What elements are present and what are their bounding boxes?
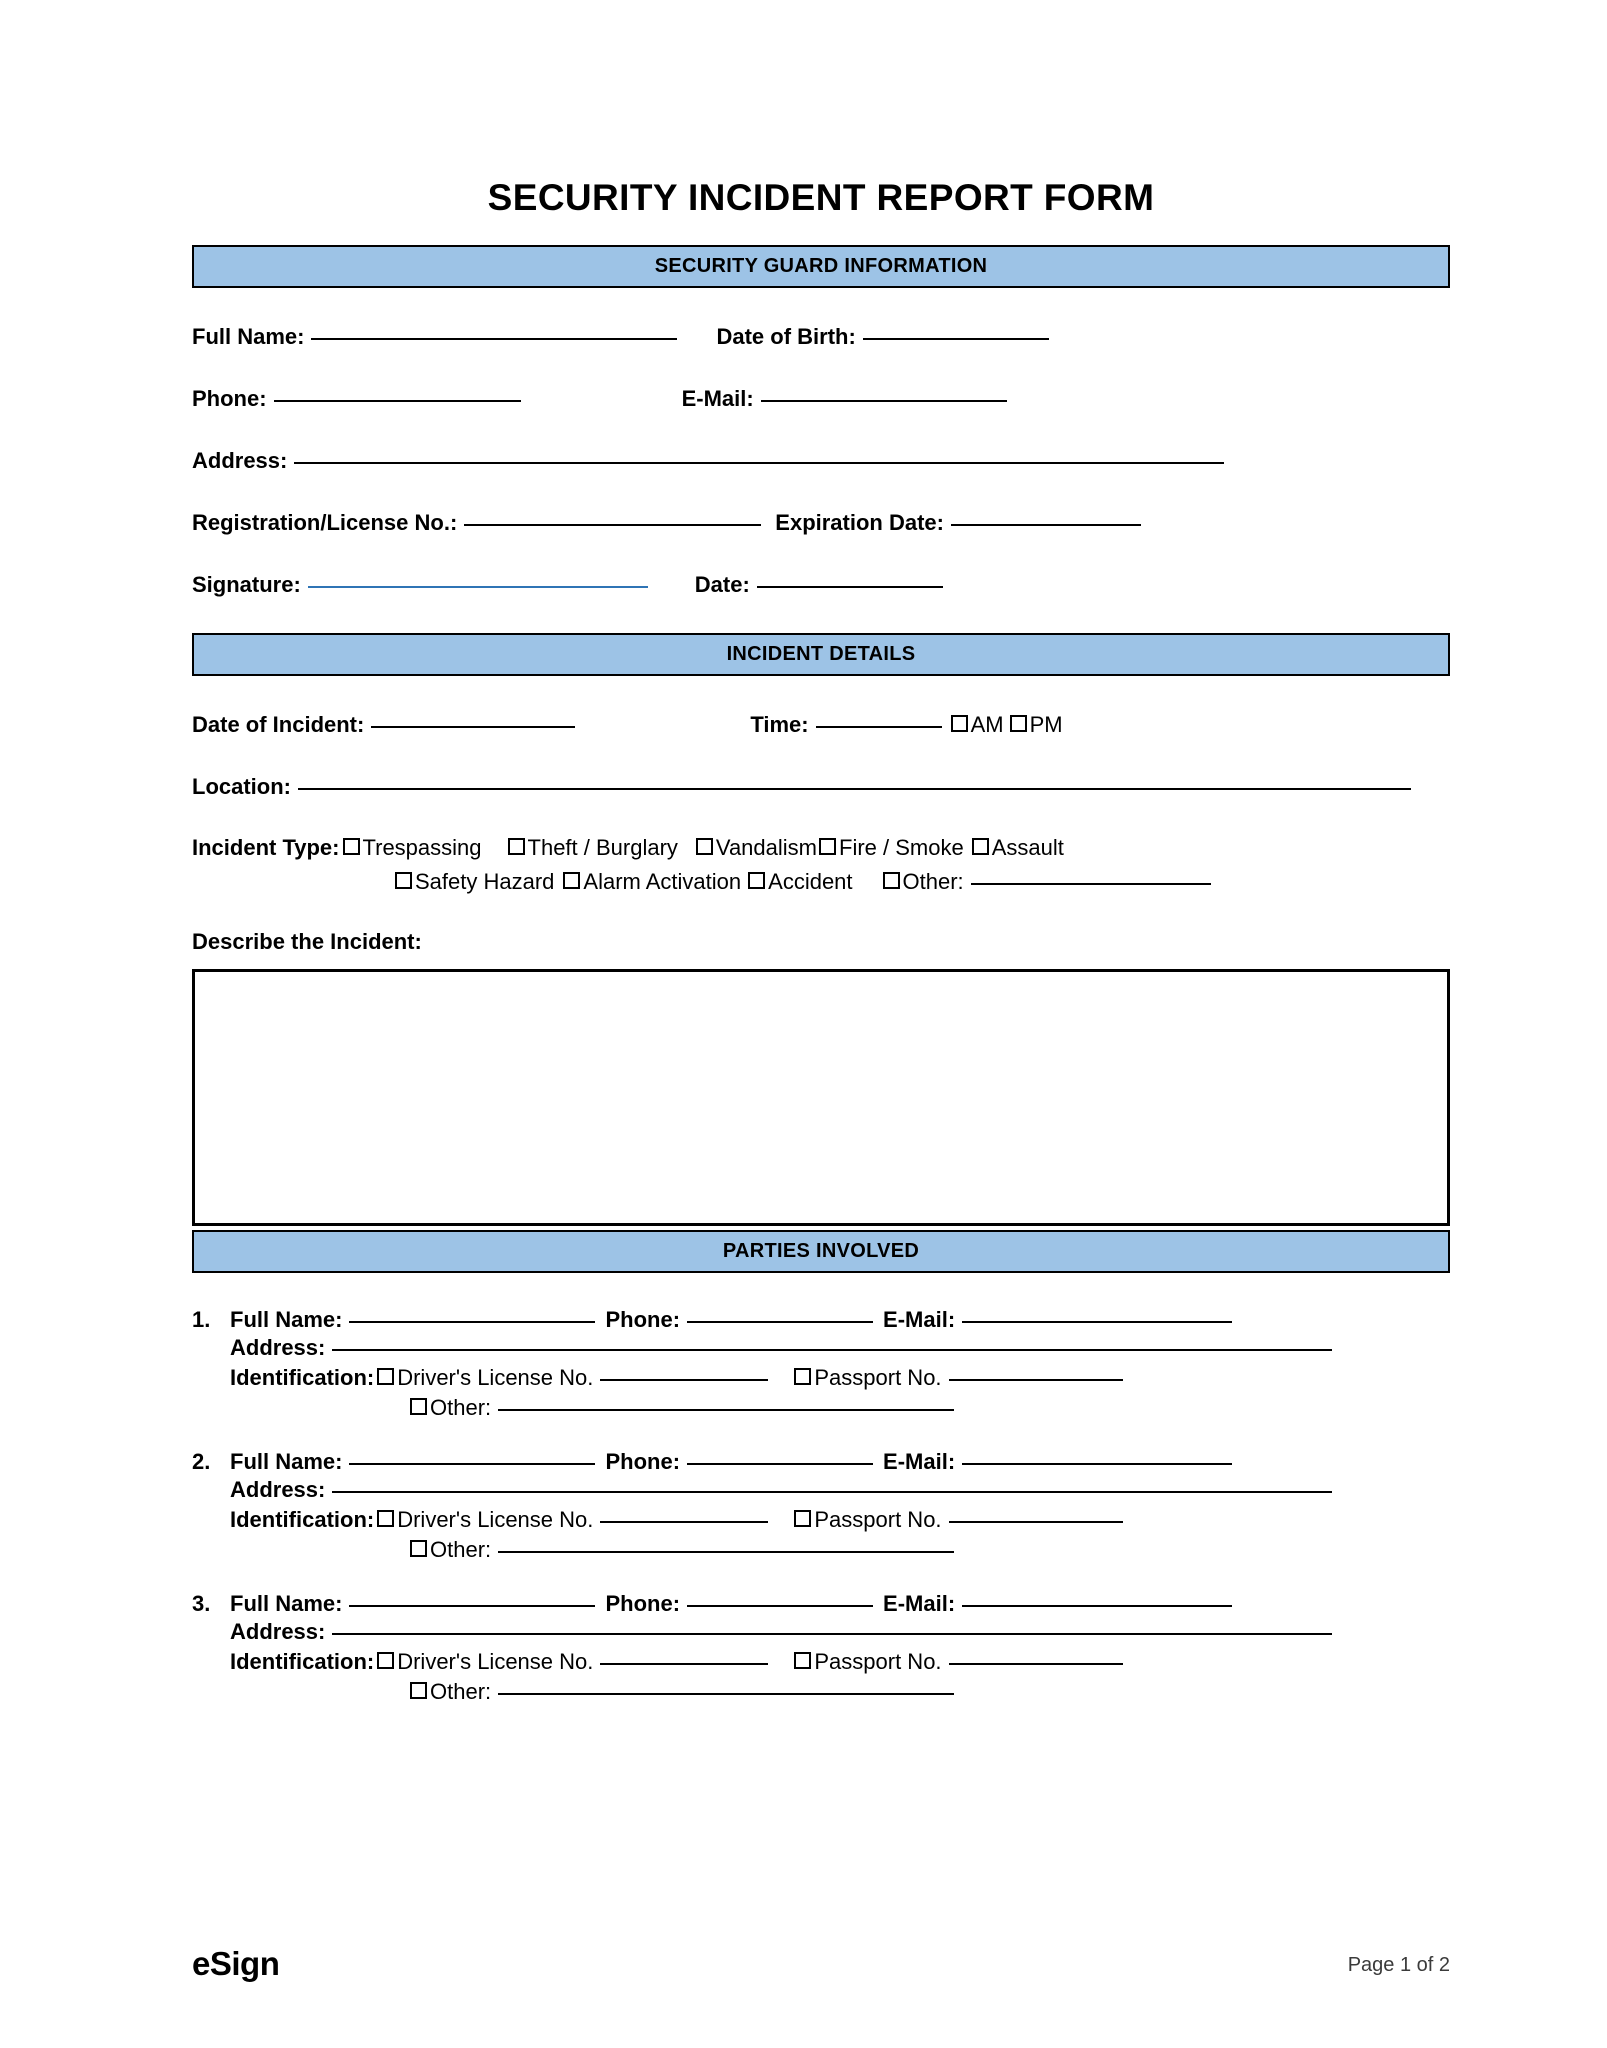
party-1-other-row <box>192 1395 1450 1421</box>
field-row-full-name-dob <box>192 324 1450 350</box>
checkbox-accident[interactable] <box>748 872 765 889</box>
party-3-number: 3. <box>192 1590 211 1616</box>
input-party-2-email[interactable] <box>962 1463 1232 1465</box>
label-phone: Phone: <box>192 385 267 411</box>
label-date-of-birth: Date of Birth: <box>716 323 856 349</box>
party-3-identification-row <box>192 1649 1450 1675</box>
input-party-1-phone[interactable] <box>687 1321 873 1323</box>
page-content <box>192 0 1450 1705</box>
checkbox-pm[interactable] <box>1010 715 1027 732</box>
input-party-1-drivers-license[interactable] <box>600 1379 768 1381</box>
input-party-3-other[interactable] <box>498 1693 954 1695</box>
label-party-3-identification: Identification: <box>230 1648 375 1674</box>
field-row-incident-type-1 <box>192 835 1450 861</box>
label-party-3-phone: Phone: <box>605 1590 681 1616</box>
input-date-of-incident[interactable] <box>371 726 575 728</box>
label-fire-smoke: Fire / Smoke <box>839 834 964 860</box>
checkbox-assault[interactable] <box>972 838 989 855</box>
input-party-1-email[interactable] <box>962 1321 1232 1323</box>
party-2-identification-row <box>192 1507 1450 1533</box>
label-party-3-other: Other: <box>430 1678 492 1704</box>
party-3-name-row <box>192 1591 1450 1617</box>
party-2-address-row <box>192 1477 1450 1503</box>
party-1-number: 1. <box>192 1306 211 1332</box>
input-party-2-other[interactable] <box>498 1551 954 1553</box>
label-party-3-address: Address: <box>230 1618 326 1644</box>
field-row-registration-expiration <box>192 510 1450 536</box>
label-party-2-address: Address: <box>230 1476 326 1502</box>
input-party-2-phone[interactable] <box>687 1463 873 1465</box>
input-email[interactable] <box>761 400 1007 402</box>
label-signature: Signature: <box>192 571 301 597</box>
label-time: Time: <box>750 711 809 737</box>
checkbox-party-2-other[interactable] <box>410 1540 427 1557</box>
label-signature-date: Date: <box>694 571 750 597</box>
page-footer <box>192 1945 1450 1983</box>
label-incident-type: Incident Type: <box>192 834 340 860</box>
label-party-1-email: E-Mail: <box>883 1306 956 1332</box>
label-vandalism: Vandalism <box>715 834 817 860</box>
label-full-name: Full Name: <box>192 323 305 349</box>
checkbox-incident-type-other[interactable] <box>883 872 900 889</box>
section-header-incident-details: INCIDENT DETAILS <box>192 633 1450 676</box>
input-expiration-date[interactable] <box>951 524 1141 526</box>
input-party-3-address[interactable] <box>332 1633 1332 1635</box>
field-row-describe-incident <box>192 929 1450 955</box>
label-location: Location: <box>192 773 291 799</box>
label-am: AM <box>970 711 1004 737</box>
input-party-3-drivers-license[interactable] <box>600 1663 768 1665</box>
label-party-2-identification: Identification: <box>230 1506 375 1532</box>
textarea-describe-incident[interactable] <box>192 969 1450 1226</box>
input-full-name[interactable] <box>311 338 677 340</box>
checkbox-party-1-passport[interactable] <box>794 1368 811 1385</box>
brand-logo-esign: eSign <box>192 1945 280 1982</box>
input-time[interactable] <box>816 726 942 728</box>
party-2-name-row <box>192 1449 1450 1475</box>
field-row-phone-email <box>192 386 1450 412</box>
label-email: E-Mail: <box>681 385 754 411</box>
checkbox-party-2-passport[interactable] <box>794 1510 811 1527</box>
party-2-other-row <box>192 1537 1450 1563</box>
label-party-2-passport: Passport No. <box>814 1506 942 1532</box>
label-party-1-phone: Phone: <box>605 1306 681 1332</box>
checkbox-party-2-drivers-license[interactable] <box>377 1510 394 1527</box>
input-location[interactable] <box>298 788 1411 790</box>
label-party-3-email: E-Mail: <box>883 1590 956 1616</box>
label-theft-burglary: Theft / Burglary <box>527 834 678 860</box>
checkbox-party-3-drivers-license[interactable] <box>377 1652 394 1669</box>
input-party-3-phone[interactable] <box>687 1605 873 1607</box>
input-party-1-passport[interactable] <box>949 1379 1123 1381</box>
label-pm: PM <box>1029 711 1063 737</box>
input-party-2-drivers-license[interactable] <box>600 1521 768 1523</box>
field-row-signature-date <box>192 572 1450 598</box>
label-party-1-passport: Passport No. <box>814 1364 942 1390</box>
party-1-name-row <box>192 1307 1450 1333</box>
checkbox-party-3-passport[interactable] <box>794 1652 811 1669</box>
input-party-2-full-name[interactable] <box>349 1463 595 1465</box>
checkbox-party-1-other[interactable] <box>410 1398 427 1415</box>
label-party-2-phone: Phone: <box>605 1448 681 1474</box>
label-party-1-full-name: Full Name: <box>230 1306 343 1332</box>
checkbox-am[interactable] <box>951 715 968 732</box>
party-3-other-row <box>192 1679 1450 1705</box>
input-incident-type-other[interactable] <box>971 883 1211 885</box>
input-party-1-address[interactable] <box>332 1349 1332 1351</box>
checkbox-party-3-other[interactable] <box>410 1682 427 1699</box>
party-3-address-row <box>192 1619 1450 1645</box>
input-phone[interactable] <box>274 400 521 402</box>
input-address[interactable] <box>294 462 1224 464</box>
input-party-2-address[interactable] <box>332 1491 1332 1493</box>
input-registration-license-no[interactable] <box>464 524 761 526</box>
label-party-3-full-name: Full Name: <box>230 1590 343 1616</box>
input-date-of-birth[interactable] <box>863 338 1049 340</box>
input-party-3-full-name[interactable] <box>349 1605 595 1607</box>
page-title: SECURITY INCIDENT REPORT FORM <box>487 177 1155 218</box>
label-alarm-activation: Alarm Activation <box>583 868 742 894</box>
label-party-1-identification: Identification: <box>230 1364 375 1390</box>
checkbox-vandalism[interactable] <box>696 838 713 855</box>
party-block-2 <box>192 1449 1450 1563</box>
party-1-identification-row <box>192 1365 1450 1391</box>
input-party-3-email[interactable] <box>962 1605 1232 1607</box>
input-party-1-full-name[interactable] <box>349 1321 595 1323</box>
field-row-incident-type-2 <box>192 869 1450 895</box>
section-header-parties-involved: PARTIES INVOLVED <box>192 1230 1450 1273</box>
label-describe-the-incident: Describe the Incident: <box>192 928 422 954</box>
label-safety-hazard: Safety Hazard <box>415 868 555 894</box>
checkbox-alarm-activation[interactable] <box>563 872 580 889</box>
label-party-3-passport: Passport No. <box>814 1648 942 1674</box>
field-row-incident-date-time <box>192 712 1450 738</box>
label-assault: Assault <box>991 834 1064 860</box>
label-party-3-drivers-license: Driver's License No. <box>397 1648 594 1674</box>
input-signature-date[interactable] <box>757 586 943 588</box>
input-party-1-other[interactable] <box>498 1409 954 1411</box>
label-party-1-other: Other: <box>430 1394 492 1420</box>
field-row-location <box>192 774 1450 800</box>
input-party-3-passport[interactable] <box>949 1663 1123 1665</box>
input-party-2-passport[interactable] <box>949 1521 1123 1523</box>
checkbox-theft-burglary[interactable] <box>508 838 525 855</box>
label-address: Address: <box>192 447 288 473</box>
label-party-2-other: Other: <box>430 1536 492 1562</box>
label-trespassing: Trespassing <box>362 834 482 860</box>
party-block-3 <box>192 1591 1450 1705</box>
section-header-security-guard-information: SECURITY GUARD INFORMATION <box>192 245 1450 288</box>
party-1-address-row <box>192 1335 1450 1361</box>
checkbox-safety-hazard[interactable] <box>395 872 412 889</box>
input-signature[interactable] <box>308 586 648 588</box>
label-accident: Accident <box>768 868 853 894</box>
page-number: Page 1 of 2 <box>1347 1954 1450 1976</box>
label-registration-license-no: Registration/License No.: <box>192 509 458 535</box>
label-party-1-address: Address: <box>230 1334 326 1360</box>
label-incident-type-other: Other: <box>902 868 964 894</box>
checkbox-fire-smoke[interactable] <box>819 838 836 855</box>
party-block-1 <box>192 1307 1450 1421</box>
checkbox-trespassing[interactable] <box>343 838 360 855</box>
label-expiration-date: Expiration Date: <box>775 509 944 535</box>
party-2-number: 2. <box>192 1448 211 1474</box>
field-row-address <box>192 448 1450 474</box>
label-party-2-drivers-license: Driver's License No. <box>397 1506 594 1532</box>
label-party-2-email: E-Mail: <box>883 1448 956 1474</box>
label-party-1-drivers-license: Driver's License No. <box>397 1364 594 1390</box>
label-date-of-incident: Date of Incident: <box>192 711 365 737</box>
label-party-2-full-name: Full Name: <box>230 1448 343 1474</box>
checkbox-party-1-drivers-license[interactable] <box>377 1368 394 1385</box>
